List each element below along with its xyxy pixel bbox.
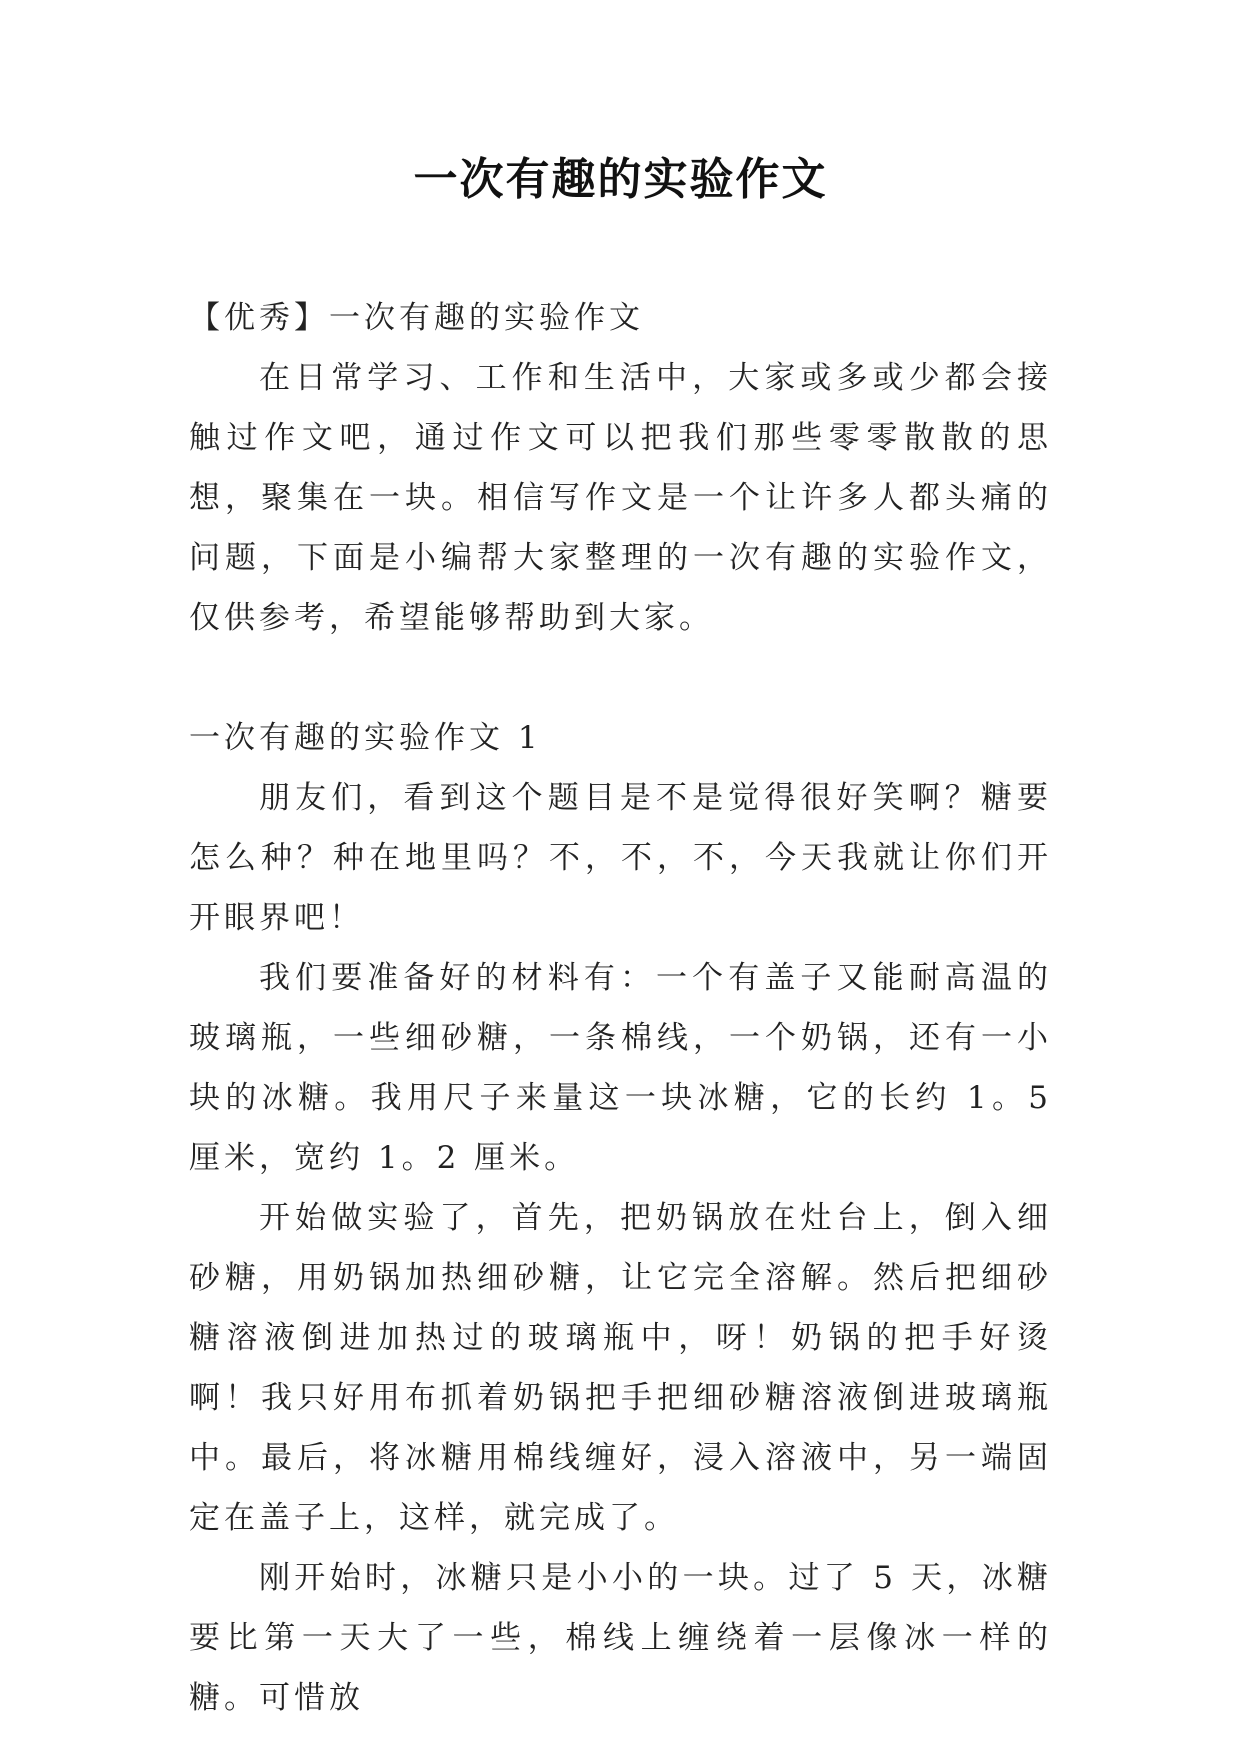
- document-subtitle: 【优秀】一次有趣的实验作文: [189, 300, 644, 336]
- body-paragraph: 我们要准备好的材料有：一个有盖子又能耐高温的玻璃瓶，一些细砂糖，一条棉线，一个奶锅，还有一小块的冰糖。我用尺子来量这一块冰糖，它的长约 1。5 厘米，宽约 1。2 厘米。: [189, 960, 1052, 1176]
- intro-paragraph: 在日常学习、工作和生活中，大家或多或少都会接触过作文吧，通过作文可以把我们那些零零散散的思想，聚集在一块。相信写作文是一个让许多人都头痛的问题，下面是小编帮大家整理的一次有趣的实验作文，仅供参考，希望能够帮助到大家。: [189, 360, 1052, 636]
- body-paragraph: 开始做实验了，首先，把奶锅放在灶台上，倒入细砂糖，用奶锅加热细砂糖，让它完全溶解。然后把细砂糖溶液倒进加热过的玻璃瓶中，呀！奶锅的把手好烫啊！我只好用布抓着奶锅把手把细砂糖溶液倒进玻璃瓶中。最后，将冰糖用棉线缠好，浸入溶液中，另一端固定在盖子上，这样，就完成了。: [189, 1200, 1052, 1536]
- document-title: 一次有趣的实验作文: [413, 154, 828, 205]
- body-paragraph: 朋友们，看到这个题目是不是觉得很好笑啊？糖要怎么种？种在地里吗？不，不，不，今天我就让你们开开眼界吧！: [189, 780, 1052, 936]
- section-spacer: [189, 648, 1052, 708]
- document-body: [189, 288, 1052, 1728]
- section-heading: 一次有趣的实验作文 1: [189, 720, 542, 756]
- body-paragraph: 刚开始时，冰糖只是小小的一块。过了 5 天，冰糖要比第一天大了一些，棉线上缠绕着一层像冰一样的糖。可惜放: [189, 1560, 1052, 1716]
